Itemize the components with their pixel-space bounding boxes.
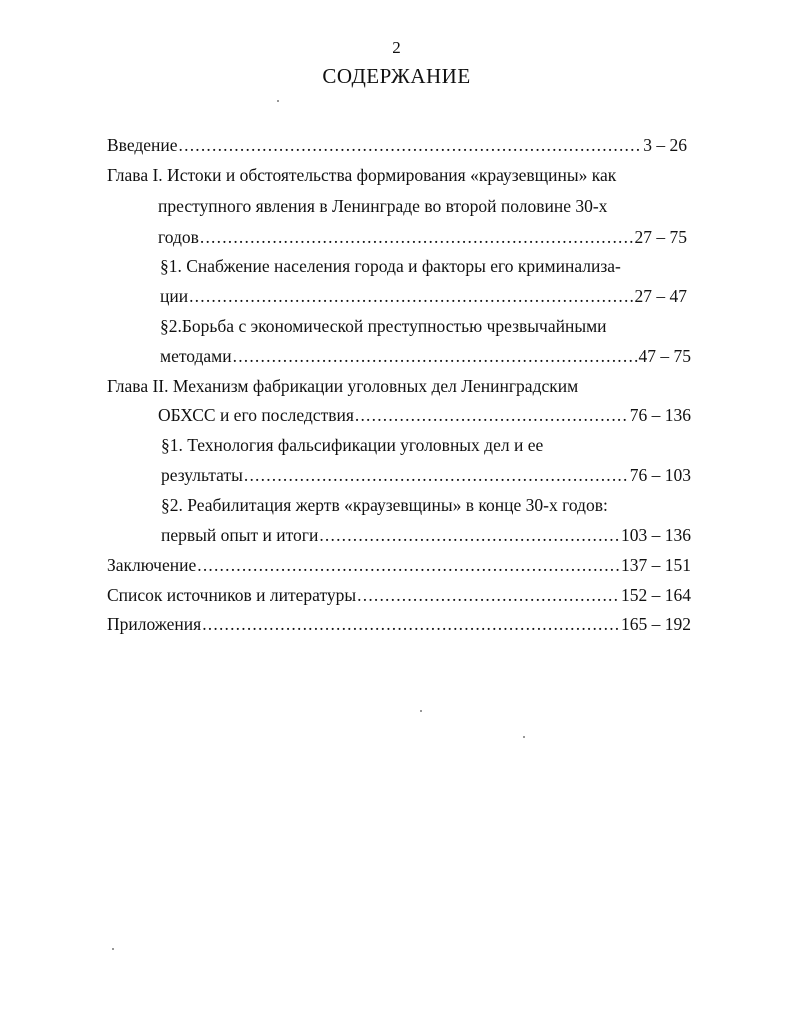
toc-label: ОБХСС и его последствия (158, 405, 354, 425)
toc-entry-ch2-section1 (161, 465, 691, 485)
toc-ch2-section1-heading: §1. Технология фальсификации уголовных дел и ее (161, 435, 544, 455)
toc-label: Заключение (107, 555, 197, 575)
toc-ch1-section1-heading: §1. Снабжение населения города и факторы его криминализа- (160, 256, 621, 276)
toc-label: Список источников и литературы (107, 585, 357, 605)
toc-label: результаты (161, 465, 243, 485)
toc-pages: 76 – 136 (629, 405, 691, 425)
toc-pages: 165 – 192 (621, 614, 691, 634)
toc-label: Приложения (107, 614, 202, 634)
scan-speck (523, 736, 525, 738)
toc-chapter2-heading: Глава II. Механизм фабрикации уголовных дел Ленинградским (107, 376, 579, 396)
toc-entry-chapter1 (158, 227, 687, 247)
dot-leader (189, 286, 633, 306)
dot-leader (233, 346, 638, 366)
page-title: СОДЕРЖАНИЕ (322, 64, 471, 88)
toc-entry-ch2-section2 (161, 525, 691, 545)
toc-chapter1-heading-cont: преступного явления в Ленинграде во второй половине 30-х (158, 196, 608, 216)
scan-speck (112, 948, 114, 950)
toc-label: годов (158, 227, 199, 247)
toc-entry-intro (107, 135, 687, 155)
dot-leader (197, 555, 620, 575)
dot-leader (355, 405, 629, 425)
scan-speck (420, 710, 422, 712)
toc-pages: 137 – 151 (621, 555, 691, 575)
toc-label: первый опыт и итоги (161, 525, 319, 545)
dot-leader (244, 465, 629, 485)
dot-leader (202, 614, 620, 634)
toc-entry-sources (107, 585, 691, 605)
toc-pages: 103 – 136 (621, 525, 691, 545)
toc-pages: 3 – 26 (643, 135, 687, 155)
toc-entry-chapter2 (158, 405, 691, 425)
toc-entry-ch1-section2 (160, 346, 691, 366)
toc-pages: 47 – 75 (638, 346, 691, 366)
toc-pages: 27 – 47 (634, 286, 687, 306)
toc-entry-conclusion (107, 555, 691, 575)
dot-leader (319, 525, 620, 545)
toc-pages: 152 – 164 (621, 585, 691, 605)
toc-entry-ch1-section1 (160, 286, 687, 306)
dot-leader (357, 585, 620, 605)
toc-label: Введение (107, 135, 178, 155)
toc-pages: 27 – 75 (634, 227, 687, 247)
toc-entry-appendices (107, 614, 691, 634)
dot-leader (179, 135, 643, 155)
toc-pages: 76 – 103 (629, 465, 691, 485)
toc-ch1-section2-heading: §2.Борьба с экономической преступностью чрезвычайными (160, 316, 607, 336)
toc-label: ции (160, 286, 189, 306)
toc-chapter1-heading: Глава I. Истоки и обстоятельства формирования «краузевщины» как (107, 165, 617, 185)
scan-speck (277, 100, 279, 102)
toc-ch2-section2-heading: §2. Реабилитация жертв «краузевщины» в конце 30-х годов: (161, 495, 608, 515)
dot-leader (200, 227, 634, 247)
page-number: 2 (392, 38, 401, 57)
toc-label: методами (160, 346, 232, 366)
